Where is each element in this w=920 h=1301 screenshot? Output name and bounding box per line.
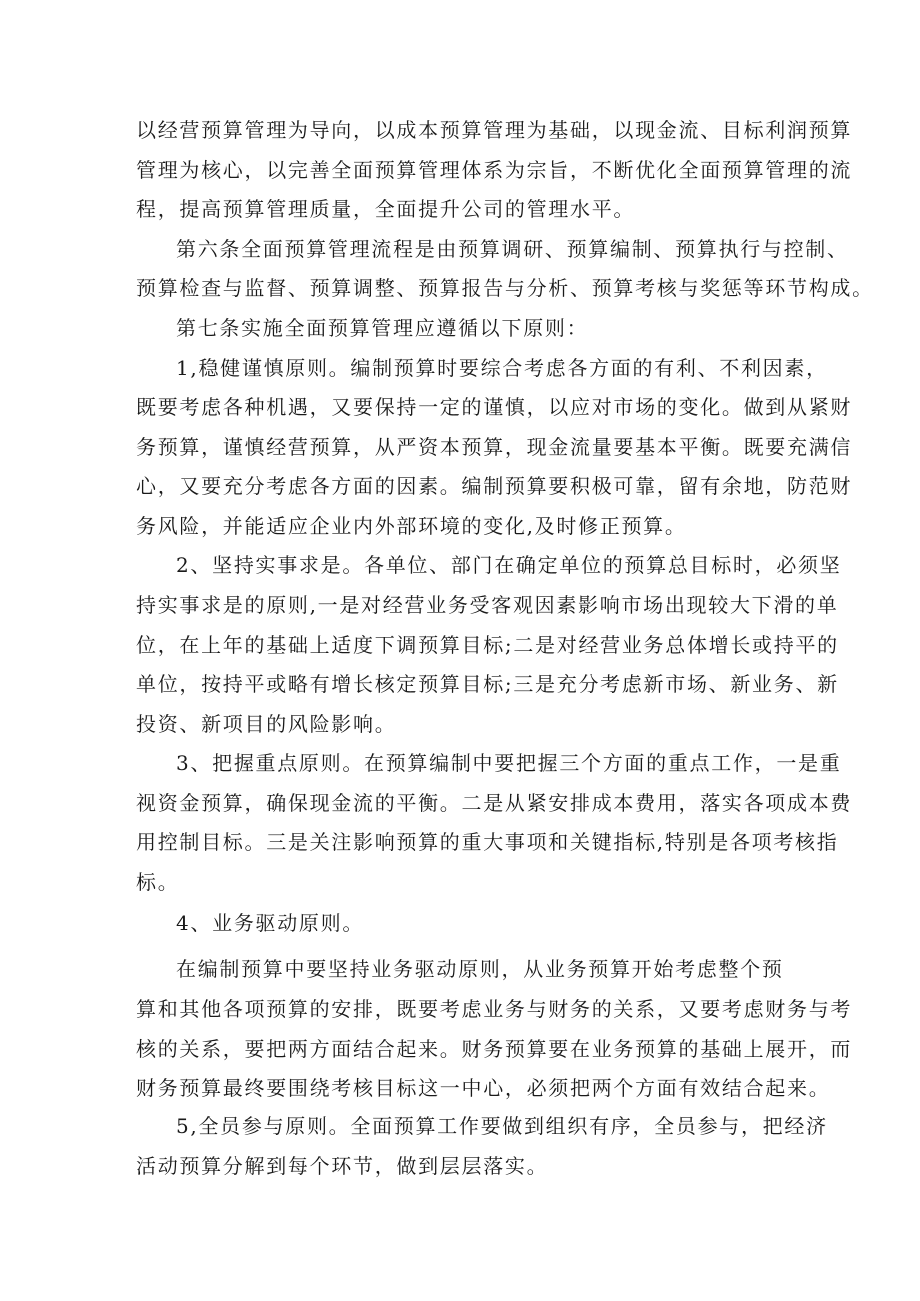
- principle-3-line: 用控制目标。三是关注影响预算的重大事项和关键指标,特别是各项考核指: [136, 830, 839, 854]
- principle-2-line: 2、坚持实事求是。各单位、部门在确定单位的预算总目标时，必须坚: [176, 553, 842, 577]
- principle-2-line: 投资、新项目的风险影响。: [136, 712, 397, 736]
- principle-5-line: 5,全员参与原则。全面预算工作要做到组织有序，全员参与，把经济: [176, 1114, 828, 1138]
- article-6-line: 第六条全面预算管理流程是由预算调研、预算编制、预算执行与控制、: [176, 237, 849, 261]
- principle-1-line: 务风险，并能适应企业内外部环境的变化,及时修正预算。: [136, 514, 687, 538]
- principle-4-heading: 4、业务驱动原则。: [176, 911, 365, 935]
- principle-1-line: 既要考虑各种机遇，又要保持一定的谨慎，以应对市场的变化。做到从紧财: [136, 395, 853, 419]
- article-7-heading: 第七条实施全面预算管理应遵循以下原则：: [176, 316, 589, 340]
- paragraph-line: 管理为核心，以完善全面预算管理体系为宗旨，不断优化全面预算管理的流: [136, 158, 853, 182]
- principle-3-line: 视资金预算，确保现金流的平衡。二是从紧安排成本费用，落实各项成本费: [136, 791, 853, 815]
- principle-3-line: 标。: [136, 870, 180, 894]
- principle-1-line: 心，又要充分考虑各方面的因素。编制预算要积极可靠，留有余地，防范财: [136, 474, 853, 498]
- principle-2-line: 单位，按持平或略有增长核定预算目标;三是充分考虑新市场、新业务、新: [136, 672, 839, 696]
- paragraph-line: 以经营预算管理为导向，以成本预算管理为基础，以现金流、目标利润预算: [136, 118, 853, 142]
- principle-4-line: 在编制预算中要坚持业务驱动原则，从业务预算开始考虑整个预: [176, 957, 784, 981]
- principle-3-line: 3、把握重点原则。在预算编制中要把握三个方面的重点工作，一是重: [176, 751, 842, 775]
- paragraph-line: 程，提高预算管理质量，全面提升公司的管理水平。: [136, 197, 636, 221]
- principle-4-line: 核的关系，要把两方面结合起来。财务预算要在业务预算的基础上展开，而: [136, 1037, 853, 1061]
- principle-1-line: 1,稳健谨慎原则。编制预算时要综合考虑各方面的有利、不利因素，: [176, 356, 828, 380]
- principle-2-line: 位，在上年的基础上适度下调预算目标;二是对经营业务总体增长或持平的: [136, 633, 839, 657]
- principle-4-line: 财务预算最终要围绕考核目标这一中心，必须把两个方面有效结合起来。: [136, 1076, 831, 1100]
- principle-4-line: 算和其他各项预算的安排，既要考虑业务与财务的关系，又要考虑财务与考: [136, 997, 853, 1021]
- principle-5-line: 活动预算分解到每个环节，做到层层落实。: [136, 1154, 549, 1178]
- principle-1-line: 务预算，谨慎经营预算，从严资本预算，现金流量要基本平衡。既要充满信: [136, 435, 853, 459]
- principle-2-line: 持实事求是的原则,一是对经营业务受客观因素影响市场出现较大下滑的单: [136, 593, 839, 617]
- article-6-line: 预算检查与监督、预算调整、预算报告与分析、预算考核与奖惩等环节构成。: [136, 276, 874, 300]
